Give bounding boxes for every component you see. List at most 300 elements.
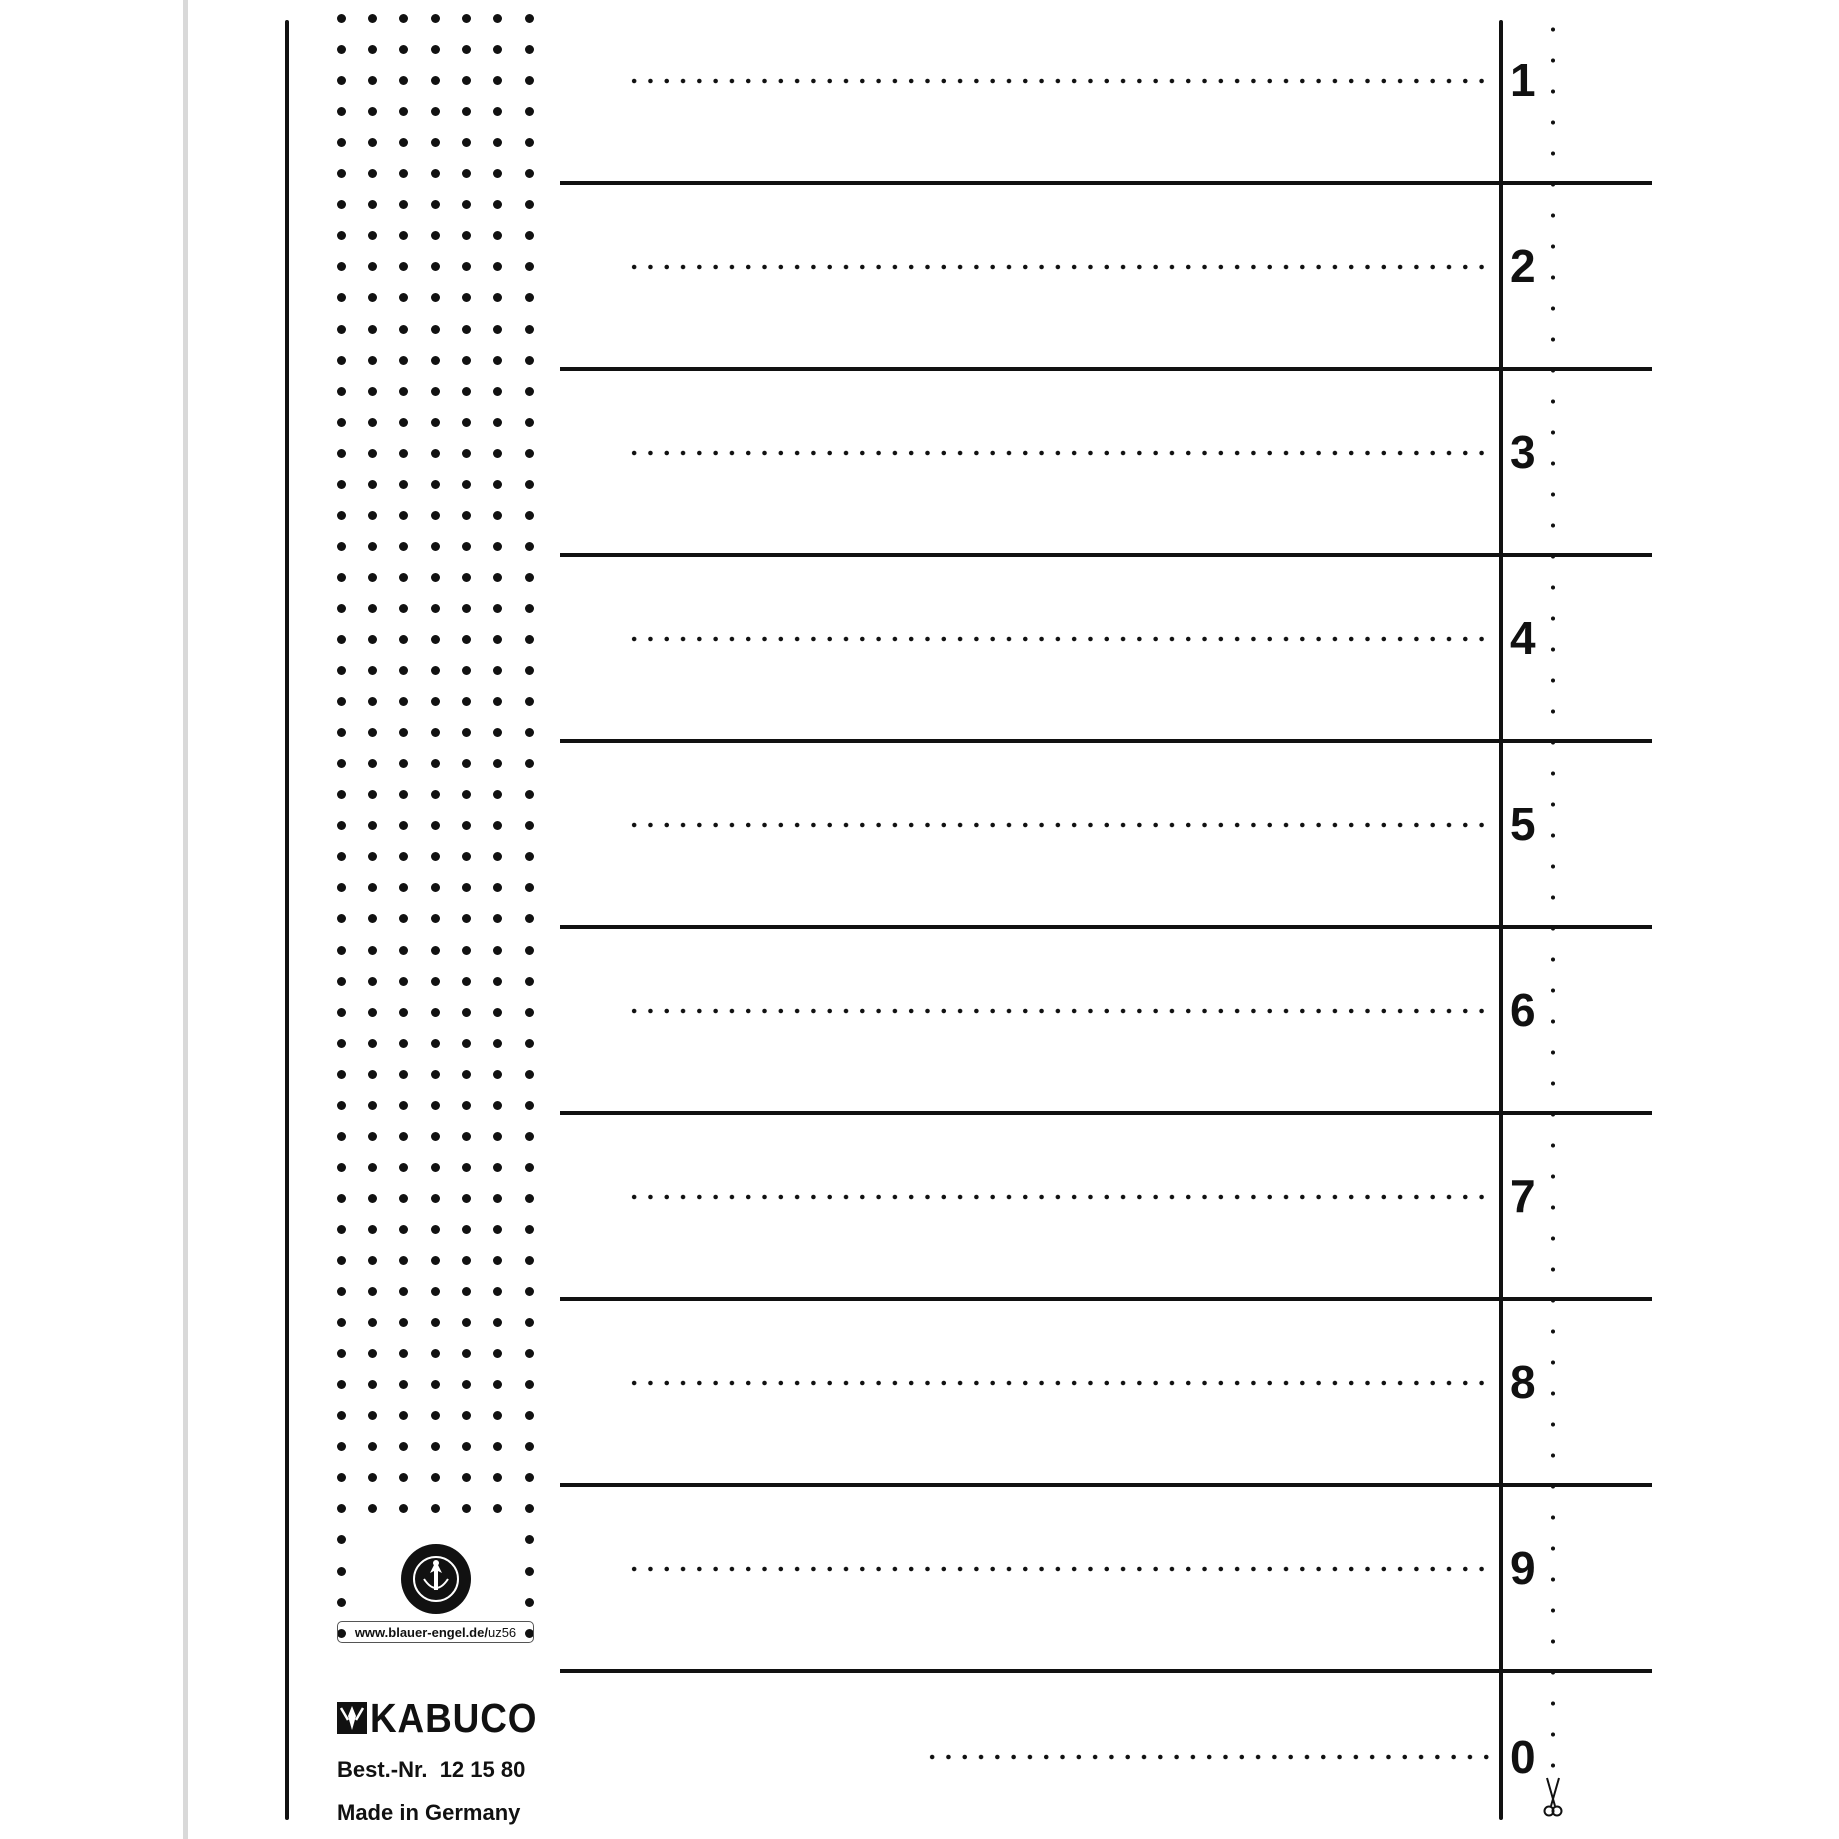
punch-dot xyxy=(525,1101,534,1110)
punch-dot xyxy=(337,542,346,551)
binding-line xyxy=(285,20,289,1820)
punch-dot xyxy=(368,697,377,706)
punch-dot xyxy=(337,883,346,892)
punch-dot xyxy=(368,138,377,147)
punch-dot xyxy=(399,200,408,209)
kabuco-mark-icon xyxy=(337,1700,367,1736)
write-line[interactable] xyxy=(626,78,1489,84)
punch-dot xyxy=(493,1318,502,1327)
punch-dot xyxy=(368,511,377,520)
punch-dot xyxy=(431,573,440,582)
punch-dot xyxy=(399,1504,408,1513)
punch-dot xyxy=(462,76,471,85)
punch-dot xyxy=(493,759,502,768)
punch-dot xyxy=(368,200,377,209)
punch-dot xyxy=(399,1256,408,1265)
punch-dot xyxy=(368,1442,377,1451)
tab-number: 4 xyxy=(1510,612,1536,664)
punch-dot xyxy=(462,1008,471,1017)
punch-dot xyxy=(337,977,346,986)
punch-dot xyxy=(337,76,346,85)
punch-dot xyxy=(431,262,440,271)
punch-dot xyxy=(462,790,471,799)
punch-dot xyxy=(431,1070,440,1079)
tab-number: 5 xyxy=(1510,798,1536,850)
punch-dot xyxy=(525,759,534,768)
punch-dot xyxy=(431,1287,440,1296)
punch-dot xyxy=(399,449,408,458)
punch-dot xyxy=(493,1008,502,1017)
punch-dot xyxy=(493,356,502,365)
punch-dot xyxy=(493,387,502,396)
eco-url-code: uz56 xyxy=(487,1625,517,1640)
punch-dot xyxy=(337,480,346,489)
punch-dot xyxy=(493,449,502,458)
punch-dot-grid xyxy=(337,14,537,1679)
punch-dot xyxy=(525,1349,534,1358)
punch-dot xyxy=(337,697,346,706)
punch-dot xyxy=(337,1473,346,1482)
punch-dot xyxy=(525,1598,534,1607)
punch-dot xyxy=(368,169,377,178)
punch-dot xyxy=(368,604,377,613)
sheet-edge xyxy=(183,0,188,1839)
punch-dot xyxy=(431,138,440,147)
punch-dot xyxy=(493,821,502,830)
punch-dot xyxy=(431,293,440,302)
punch-dot xyxy=(493,200,502,209)
punch-dot xyxy=(525,387,534,396)
punch-dot xyxy=(431,325,440,334)
punch-dot xyxy=(431,1256,440,1265)
tab-divider-line xyxy=(560,1669,1652,1673)
punch-dot xyxy=(493,604,502,613)
punch-dot xyxy=(337,1504,346,1513)
punch-dot xyxy=(493,573,502,582)
punch-dot xyxy=(337,1225,346,1234)
punch-dot xyxy=(462,293,471,302)
punch-dot xyxy=(368,1411,377,1420)
punch-dot xyxy=(337,790,346,799)
punch-dot xyxy=(431,231,440,240)
punch-dot xyxy=(368,883,377,892)
punch-dot xyxy=(368,977,377,986)
punch-dot xyxy=(493,1287,502,1296)
punch-dot xyxy=(337,138,346,147)
punch-dot xyxy=(525,604,534,613)
punch-dot xyxy=(431,1039,440,1048)
punch-dot xyxy=(337,1598,346,1607)
punch-dot xyxy=(399,1225,408,1234)
punch-dot xyxy=(431,1411,440,1420)
punch-dot xyxy=(337,1101,346,1110)
punch-dot xyxy=(525,1008,534,1017)
tab-row xyxy=(560,743,1652,929)
punch-dot xyxy=(337,728,346,737)
punch-dot xyxy=(368,1287,377,1296)
punch-dot xyxy=(399,790,408,799)
punch-dot xyxy=(493,325,502,334)
punch-dot xyxy=(431,1473,440,1482)
punch-dot xyxy=(493,914,502,923)
punch-dot xyxy=(462,356,471,365)
brand-logo xyxy=(337,1697,556,1739)
punch-dot xyxy=(431,852,440,861)
punch-dot xyxy=(399,480,408,489)
punch-dot xyxy=(431,45,440,54)
punch-dot xyxy=(462,573,471,582)
punch-dot xyxy=(368,387,377,396)
perforation-line xyxy=(1551,14,1555,1794)
punch-dot xyxy=(337,914,346,923)
punch-dot xyxy=(368,852,377,861)
punch-dot xyxy=(525,1039,534,1048)
punch-dot xyxy=(462,666,471,675)
punch-dot xyxy=(337,169,346,178)
punch-dot xyxy=(368,107,377,116)
punch-dot xyxy=(525,1567,534,1576)
write-line[interactable] xyxy=(626,822,1489,828)
punch-dot xyxy=(462,1504,471,1513)
punch-dot xyxy=(525,977,534,986)
punch-dot xyxy=(368,1039,377,1048)
punch-dot xyxy=(493,852,502,861)
punch-dot xyxy=(368,1225,377,1234)
punch-dot xyxy=(431,790,440,799)
punch-dot xyxy=(399,1163,408,1172)
punch-dot xyxy=(399,169,408,178)
punch-dot xyxy=(399,759,408,768)
punch-dot xyxy=(525,1194,534,1203)
punch-dot xyxy=(368,1008,377,1017)
punch-dot xyxy=(399,1287,408,1296)
punch-dot xyxy=(462,200,471,209)
punch-dot xyxy=(493,1225,502,1234)
punch-dot xyxy=(337,293,346,302)
punch-dot xyxy=(368,1318,377,1327)
punch-dot xyxy=(525,449,534,458)
punch-dot xyxy=(431,977,440,986)
write-line[interactable] xyxy=(626,1380,1489,1386)
punch-dot xyxy=(399,635,408,644)
punch-dot xyxy=(368,293,377,302)
punch-dot xyxy=(431,1380,440,1389)
punch-dot xyxy=(399,1132,408,1141)
punch-dot xyxy=(337,1132,346,1141)
punch-dot xyxy=(493,418,502,427)
punch-dot xyxy=(493,262,502,271)
punch-dot xyxy=(525,1442,534,1451)
punch-dot xyxy=(368,480,377,489)
punch-dot xyxy=(399,14,408,23)
punch-dot xyxy=(493,1473,502,1482)
order-number: Best.-Nr. 12 15 80 xyxy=(337,1757,526,1782)
punch-dot xyxy=(399,1039,408,1048)
tab-number: 3 xyxy=(1510,426,1536,478)
punch-dot xyxy=(462,325,471,334)
write-line[interactable] xyxy=(626,636,1489,642)
punch-dot xyxy=(525,1411,534,1420)
punch-dot xyxy=(337,635,346,644)
tab-number: 8 xyxy=(1510,1356,1536,1408)
punch-dot xyxy=(462,1287,471,1296)
punch-dot xyxy=(337,821,346,830)
punch-dot xyxy=(462,759,471,768)
punch-dot xyxy=(525,542,534,551)
punch-dot xyxy=(431,1504,440,1513)
punch-dot xyxy=(337,666,346,675)
punch-dot xyxy=(525,262,534,271)
punch-dot xyxy=(462,138,471,147)
punch-dot xyxy=(431,1132,440,1141)
punch-dot xyxy=(368,1070,377,1079)
punch-dot xyxy=(337,1287,346,1296)
punch-dot xyxy=(462,14,471,23)
write-line-0[interactable] xyxy=(924,1754,1489,1760)
punch-dot xyxy=(525,1380,534,1389)
punch-dot xyxy=(399,542,408,551)
punch-dot xyxy=(368,728,377,737)
punch-dot xyxy=(337,200,346,209)
punch-dot xyxy=(525,790,534,799)
tab-row xyxy=(560,1301,1652,1487)
punch-dot xyxy=(399,1380,408,1389)
punch-dot xyxy=(337,107,346,116)
punch-dot xyxy=(368,821,377,830)
tab-number: 1 xyxy=(1510,54,1536,106)
punch-dot xyxy=(399,45,408,54)
tab-row xyxy=(560,1487,1652,1673)
punch-dot xyxy=(337,1411,346,1420)
punch-dot xyxy=(399,262,408,271)
punch-dot xyxy=(462,480,471,489)
punch-dot xyxy=(525,418,534,427)
punch-dot xyxy=(462,1473,471,1482)
punch-dot xyxy=(462,635,471,644)
punch-dot xyxy=(525,1225,534,1234)
punch-dot xyxy=(399,852,408,861)
punch-dot xyxy=(399,1194,408,1203)
punch-dot xyxy=(399,76,408,85)
punch-dot xyxy=(525,1473,534,1482)
tab-row xyxy=(560,1115,1652,1301)
punch-dot xyxy=(525,1287,534,1296)
punch-dot xyxy=(399,231,408,240)
punch-dot xyxy=(431,635,440,644)
punch-dot xyxy=(431,946,440,955)
punch-dot xyxy=(525,1535,534,1544)
punch-dot xyxy=(493,977,502,986)
punch-dot xyxy=(368,914,377,923)
punch-dot xyxy=(525,1132,534,1141)
punch-dot xyxy=(399,697,408,706)
punch-dot xyxy=(368,325,377,334)
punch-dot xyxy=(493,1442,502,1451)
punch-dot xyxy=(337,1349,346,1358)
punch-dot xyxy=(337,1039,346,1048)
punch-dot xyxy=(525,14,534,23)
punch-dot xyxy=(462,946,471,955)
punch-dot xyxy=(399,666,408,675)
punch-dot xyxy=(368,946,377,955)
punch-dot xyxy=(431,883,440,892)
punch-dot xyxy=(399,604,408,613)
punch-dot xyxy=(431,666,440,675)
write-line[interactable] xyxy=(626,1194,1489,1200)
punch-dot xyxy=(493,1504,502,1513)
punch-dot xyxy=(462,883,471,892)
eco-url-domain: www.blauer-engel.de/ xyxy=(354,1625,488,1640)
punch-dot xyxy=(462,914,471,923)
punch-dot xyxy=(462,387,471,396)
punch-dot xyxy=(431,200,440,209)
punch-dot xyxy=(493,107,502,116)
punch-dot xyxy=(462,1318,471,1327)
punch-dot xyxy=(431,387,440,396)
punch-dot xyxy=(493,1132,502,1141)
punch-dot xyxy=(368,666,377,675)
origin-label: Made in Germany xyxy=(337,1800,521,1825)
punch-dot xyxy=(431,14,440,23)
eco-label-url[interactable] xyxy=(337,1621,534,1643)
tab-number: 9 xyxy=(1510,1542,1536,1594)
tab-number: 7 xyxy=(1510,1170,1536,1222)
punch-dot xyxy=(525,1070,534,1079)
punch-dot xyxy=(368,231,377,240)
punch-dot xyxy=(493,231,502,240)
punch-dot xyxy=(337,1567,346,1576)
punch-dot xyxy=(525,666,534,675)
punch-dot xyxy=(399,107,408,116)
punch-dot xyxy=(462,604,471,613)
punch-dot xyxy=(337,1008,346,1017)
punch-dot xyxy=(368,262,377,271)
punch-dot xyxy=(493,542,502,551)
punch-dot xyxy=(399,511,408,520)
punch-dot xyxy=(368,1349,377,1358)
punch-dot xyxy=(368,1473,377,1482)
punch-dot xyxy=(493,1101,502,1110)
punch-dot xyxy=(493,697,502,706)
punch-dot xyxy=(462,1225,471,1234)
punch-dot xyxy=(368,45,377,54)
punch-dot xyxy=(368,1194,377,1203)
punch-dot xyxy=(368,449,377,458)
punch-dot xyxy=(462,821,471,830)
punch-dot xyxy=(337,45,346,54)
punch-dot xyxy=(525,138,534,147)
punch-dot xyxy=(525,914,534,923)
punch-dot xyxy=(493,76,502,85)
punch-dot xyxy=(525,573,534,582)
punch-dot xyxy=(462,1132,471,1141)
punch-dot xyxy=(525,169,534,178)
blauer-engel-icon xyxy=(400,1543,472,1615)
punch-dot xyxy=(337,511,346,520)
punch-dot xyxy=(525,356,534,365)
scissors-icon xyxy=(1543,1776,1563,1818)
punch-dot xyxy=(399,1411,408,1420)
punch-dot xyxy=(493,480,502,489)
punch-dot xyxy=(462,107,471,116)
punch-dot xyxy=(337,573,346,582)
punch-dot xyxy=(525,821,534,830)
punch-dot xyxy=(493,666,502,675)
punch-dot xyxy=(337,325,346,334)
punch-dot xyxy=(368,1132,377,1141)
punch-dot xyxy=(368,759,377,768)
punch-dot xyxy=(462,852,471,861)
punch-dot xyxy=(431,914,440,923)
punch-dot xyxy=(368,1380,377,1389)
punch-dot xyxy=(493,1256,502,1265)
punch-dot xyxy=(368,418,377,427)
punch-dot xyxy=(462,977,471,986)
punch-dot xyxy=(525,635,534,644)
punch-dot xyxy=(368,76,377,85)
punch-dot xyxy=(525,728,534,737)
punch-dot xyxy=(525,697,534,706)
punch-dot xyxy=(431,1225,440,1234)
punch-dot xyxy=(493,511,502,520)
punch-dot xyxy=(525,200,534,209)
punch-dot xyxy=(431,169,440,178)
punch-dot xyxy=(431,1318,440,1327)
punch-dot xyxy=(337,262,346,271)
punch-dot xyxy=(462,697,471,706)
punch-dot xyxy=(399,138,408,147)
punch-dot xyxy=(337,759,346,768)
write-line[interactable] xyxy=(626,264,1489,270)
punch-dot xyxy=(525,76,534,85)
punch-dot xyxy=(431,1101,440,1110)
punch-dot xyxy=(399,883,408,892)
punch-dot xyxy=(525,1504,534,1513)
punch-dot xyxy=(462,418,471,427)
punch-dot xyxy=(368,635,377,644)
tab-number: 2 xyxy=(1510,240,1536,292)
punch-dot xyxy=(337,1070,346,1079)
punch-dot xyxy=(431,759,440,768)
punch-dot xyxy=(525,1318,534,1327)
punch-dot xyxy=(431,1349,440,1358)
punch-dot xyxy=(493,1163,502,1172)
punch-dot xyxy=(493,883,502,892)
punch-dot xyxy=(431,356,440,365)
punch-dot xyxy=(368,542,377,551)
punch-dot xyxy=(525,45,534,54)
punch-dot xyxy=(399,325,408,334)
punch-dot xyxy=(462,542,471,551)
tab-row xyxy=(560,557,1652,743)
punch-dot xyxy=(337,604,346,613)
punch-dot xyxy=(525,480,534,489)
punch-dot xyxy=(525,946,534,955)
punch-dot xyxy=(399,1349,408,1358)
punch-dot xyxy=(431,1163,440,1172)
punch-dot xyxy=(525,325,534,334)
punch-dot xyxy=(493,138,502,147)
write-line[interactable] xyxy=(626,450,1489,456)
write-line[interactable] xyxy=(626,1008,1489,1014)
punch-dot xyxy=(431,821,440,830)
punch-dot xyxy=(493,946,502,955)
write-line[interactable] xyxy=(626,1566,1489,1572)
punch-dot xyxy=(337,1256,346,1265)
punch-dot xyxy=(431,604,440,613)
punch-dot xyxy=(337,946,346,955)
punch-dot xyxy=(399,1318,408,1327)
